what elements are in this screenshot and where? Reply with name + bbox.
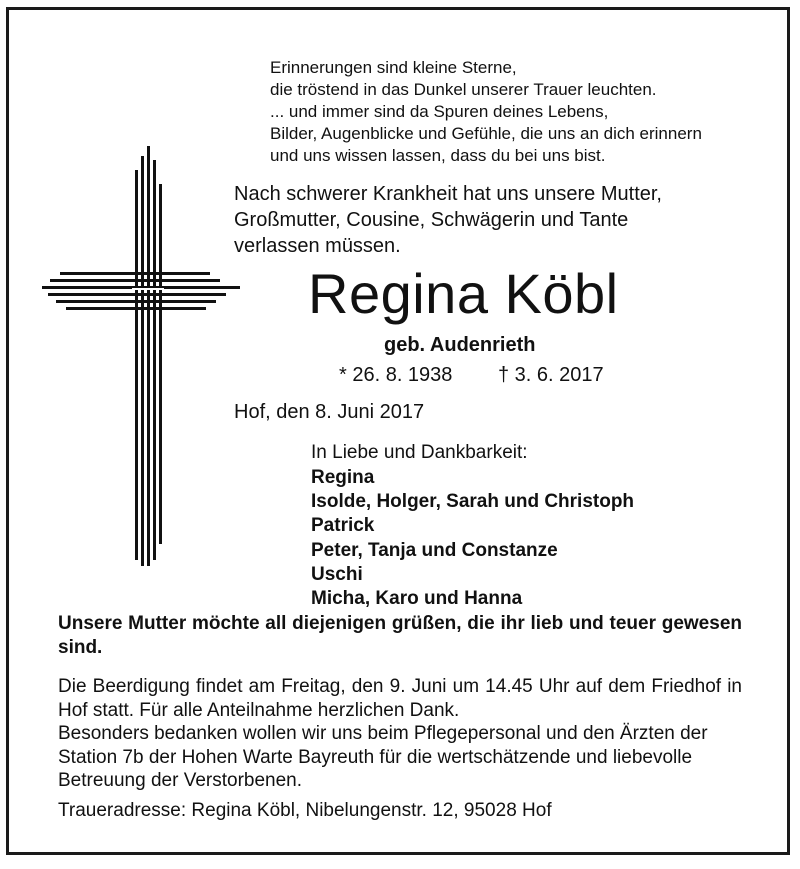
poem-line: Erinnerungen sind kleine Sterne, bbox=[270, 58, 517, 77]
poem-line: die tröstend in das Dunkel unserer Trauer leuchten. bbox=[270, 80, 657, 99]
poem bbox=[270, 57, 702, 167]
intro-line: verlassen müssen. bbox=[234, 235, 401, 257]
maiden-name: geb. Audenrieth bbox=[384, 334, 536, 356]
mourning-address: Traueradresse: Regina Köbl, Nibelungenstr. 12, 95028 Hof bbox=[58, 800, 552, 821]
death-date: † 3. 6. 2017 bbox=[498, 364, 604, 386]
birth-date: * 26. 8. 1938 bbox=[339, 364, 453, 386]
mourners-heading: In Liebe und Dankbarkeit: bbox=[311, 442, 528, 463]
mourner-name: Micha, Karo und Hanna bbox=[311, 588, 523, 610]
mourner-name: Peter, Tanja und Constanze bbox=[311, 539, 558, 561]
deceased-name: Regina Köbl bbox=[308, 262, 619, 325]
mourners-list bbox=[311, 466, 634, 611]
intro-text bbox=[234, 181, 662, 259]
mourner-name: Regina bbox=[311, 467, 375, 488]
greeting-text: Unsere Mutter möchte all diejenigen grüßen, die ihr lieb und teuer gewesen sind. bbox=[58, 613, 742, 658]
intro-line: Nach schwerer Krankheit hat uns unsere Mutter, bbox=[234, 183, 662, 205]
poem-line: ... und immer sind da Spuren deines Lebens, bbox=[270, 102, 609, 121]
intro-line: Großmutter, Cousine, Schwägerin und Tante bbox=[234, 209, 629, 231]
mourner-name: Patrick bbox=[311, 515, 375, 537]
cross-icon bbox=[42, 146, 242, 566]
mourner-name: Uschi bbox=[311, 563, 363, 585]
thanks-text: Besonders bedanken wollen wir uns beim Pflegepersonal und den Ärzten der Station 7b der Hohen Warte Bayreuth für die wertschätzende und liebevolle Betreuung der Verstorbenen. bbox=[58, 723, 708, 791]
mourner-name: Isolde, Holger, Sarah und Christoph bbox=[311, 491, 635, 513]
funeral-text: Die Beerdigung findet am Freitag, den 9. Juni um 14.45 Uhr auf dem Friedhof in Hof statt. Für alle Anteilnahme herzlichen Dank. bbox=[58, 676, 742, 721]
poem-line: Bilder, Augenblicke und Gefühle, die uns an dich erinnern bbox=[270, 124, 702, 143]
poem-line: und uns wissen lassen, dass du bei uns bist. bbox=[270, 146, 606, 165]
place-date: Hof, den 8. Juni 2017 bbox=[234, 401, 425, 423]
